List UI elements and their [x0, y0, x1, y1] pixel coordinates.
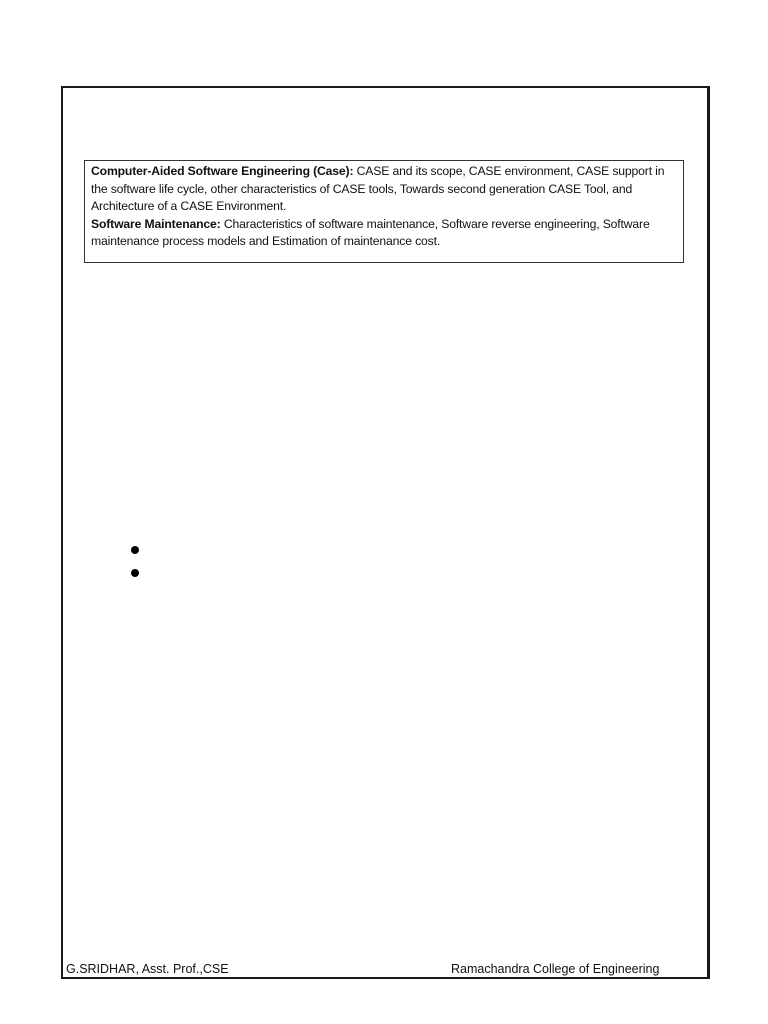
maintenance-text: Characteristics of software maintenance, Software reverse engineering, Software maintenance process models and Estimation of maintenance cost. [91, 216, 650, 248]
footer-college: Ramachandra College of Engineering [451, 962, 660, 976]
case-heading: Computer-Aided Software Engineering (Case): [91, 164, 354, 178]
maintenance-paragraph [91, 216, 677, 251]
maintenance-heading: Software Maintenance: [91, 216, 221, 231]
case-text: CASE and its scope, CASE environment, CASE support in the software life cycle, other characteristics of CASE tools, Towards second generation CASE Tool, and Architecture of a CASE Environment. [91, 164, 665, 213]
bullet-point-icon [131, 569, 139, 577]
case-paragraph [91, 163, 677, 216]
footer-author: G.SRIDHAR, Asst. Prof.,CSE [66, 962, 229, 976]
syllabus-box [84, 160, 684, 263]
bullet-point-icon [131, 546, 139, 554]
